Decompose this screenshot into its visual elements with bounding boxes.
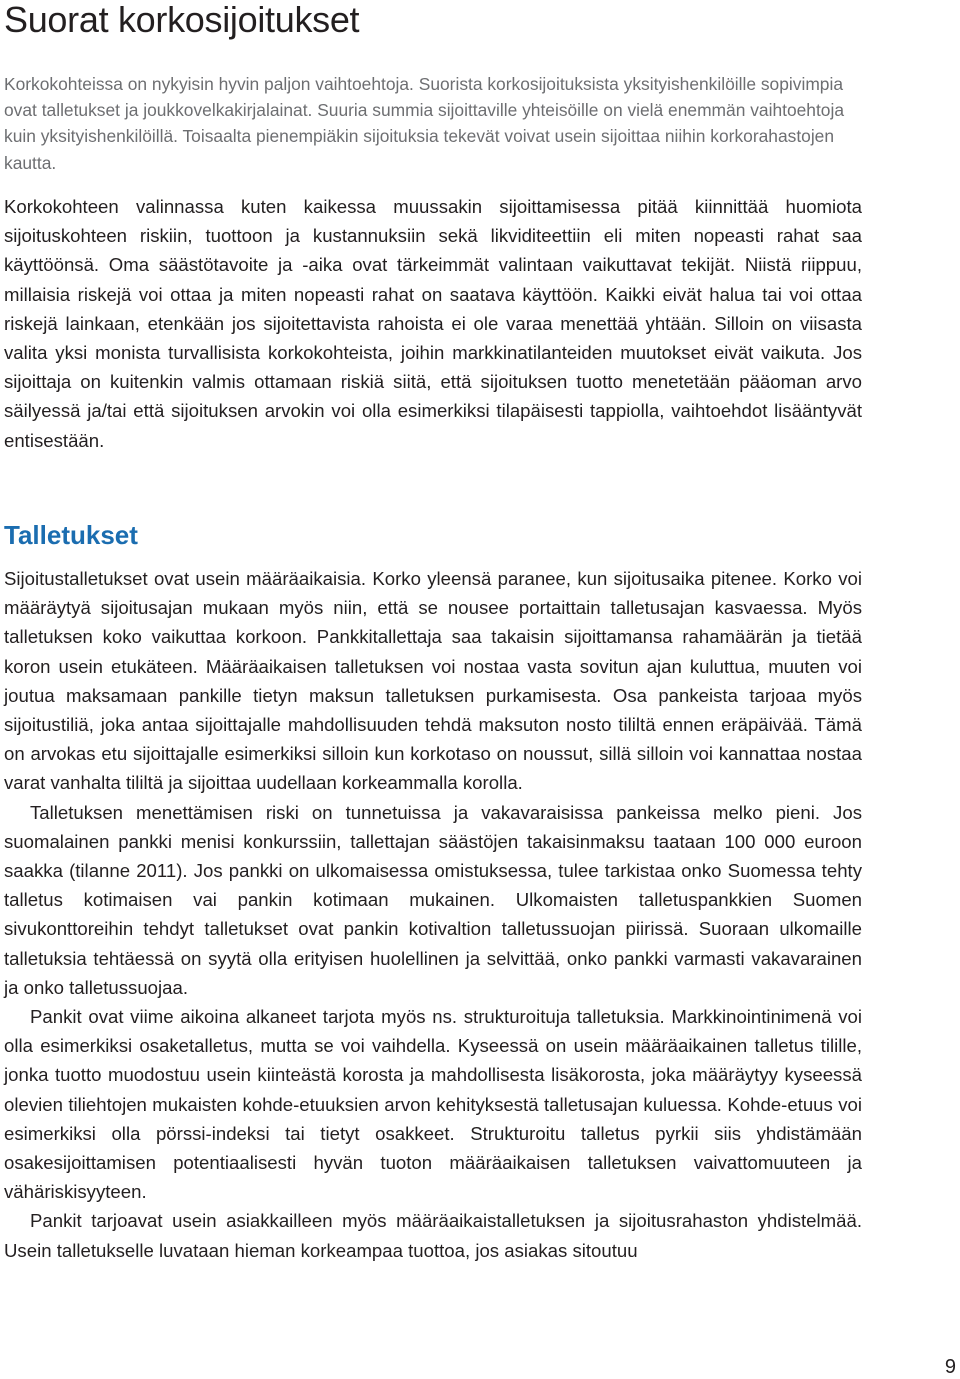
section-heading: Talletukset	[4, 520, 138, 550]
body-paragraph: Korkokohteen valinnassa kuten kaikessa muussakin sijoittamisessa pitää kiinnittää huomiota sijoituskohteen riskiin, tuottoon ja kustannuksiin sekä likviditeettiin eli miten nopeasti rahat saa käyttöönsä. Oma säästötavoite ja -aika ovat tärkeimmät valintaan vaikuttavat tekijät. Niistä riippuu, millaisia riskejä voi ottaa ja miten nopeasti rahat on saatava käyttöön. Kaikki eivät halua tai voi ottaa riskejä lainkaan, etenkään jos sijoitettavista rahoista ei ole varaa menettää yhtään. Silloin on viisasta valita yksi monista turvallisista korkokohteista, joihin markkinatilanteiden muutokset eivät vaikuta. Jos sijoittaja on kuitenkin valmis ottamaan riskiä siitä, että sijoituksen tuotto menetetään pääoman arvo säilyessä ja/tai että sijoituksen arvokin voi olla esimerkiksi tilapäisesti tappiolla, vaihtoehdot lisääntyvät entisestään.	[4, 196, 862, 451]
section-paragraph: Pankit ovat viime aikoina alkaneet tarjota myös ns. strukturoituja talletuksia. Markkinointinimenä voi olla esimerkiksi osaketalletus, mutta se voi vaihdella. Kyseessä on usein määräaikainen talletus tilille, jonka tuotto muodostuu usein kiinteästä korosta ja mahdollisesta lisäkorosta, joka määräytyy kyseessä olevien tiliehtojen mukaisten kohde-etuuksien arvon kehityksestä talletusajan kuluessa. Kohde-etuus voi esimerkiksi olla pörssi-indeksi tai tietyt osakkeet. Strukturoitu talletus pyrkii siis yhdistämään osakesijoittamisen potentiaalisesti hyvän tuoton määräaikaisen talletuksen vaivattomuuteen ja vähäriskisyyteen.	[4, 1006, 862, 1203]
section-paragraph: Sijoitustalletukset ovat usein määräaikaisia. Korko yleensä paranee, kun sijoitusaika pitenee. Korko voi määräytyä sijoitusajan mukaan myös niin, että se nousee portaittain talletusajan kasvaessa. Myös talletuksen koko vaikuttaa korkoon. Pankkitallettaja saa takaisin sijoittamansa rahamäärän ja tietää koron usein etukäteen. Määräaikaisen talletuksen voi nostaa vasta sovitun ajan kuluttua, muuten voi joutua maksamaan pankille tietyn maksun talletuksen purkamisesta. Osa pankeista tarjoaa myös sijoitustiliä, joka antaa sijoittajalle mahdollisuuden tehdä maksuton nosto tililtä ennen eräpäivää. Tämä on arvokas etu sijoittajalle esimerkiksi silloin kun korkotaso on noussut, sillä silloin voi kannattaa nostaa varat vanhalta tililtä ja sijoittaa uudellaan korkeammalla korolla.	[4, 568, 862, 794]
intro-paragraph: Korkokohteissa on nykyisin hyvin paljon vaihtoehtoja. Suorista korkosijoituksista yksityishenkilöille sopivimpia ovat talletukset ja joukkovelkakirjalainat. Suuria summia sijoittaville yhteisöille on vielä enemmän vaihtoehtoja kuin yksityishenkilöillä. Toisaalta pienempiäkin sijoituksia tekevät voivat usein sijoittaa niihin korkorahastojen kautta.	[4, 74, 845, 173]
page-number: 9	[944, 1356, 956, 1378]
page-title: Suorat korkosijoitukset	[4, 0, 360, 40]
intro-text	[4, 71, 860, 176]
section-body	[4, 564, 862, 1265]
section-paragraph: Pankit tarjoavat usein asiakkailleen myös määräaikaistalletuksen ja sijoitusrahaston yhdistelmää. Usein talletukselle luvataan hieman korkeampaa tuottoa, jos asiakas sitoutuu	[4, 1210, 862, 1261]
section-paragraph: Talletuksen menettämisen riski on tunnetuissa ja vakavaraisissa pankeissa melko pieni. Jos suomalainen pankki menisi konkurssiin, tallettajan säästöjen takaisinmaksu taataan 100 000 euroon saakka (tilanne 2011). Jos pankki on ulkomaisessa omistuksessa, tulee tarkistaa onko Suomessa tehty talletus kotimaisen vai pankin kotimaan mukainen. Ulkomaisten talletuspankkien Suomen sivukonttoreihin tehdyt talletukset ovat pankin kotivaltion talletussuojan piirissä. Suoraan ulkomaille talletuksia tehtäessä on syytä olla erityisen huolellinen ja selvittää, onko pankki varmasti vakavarainen ja onko talletussuojaa.	[4, 801, 862, 998]
body-text	[4, 192, 862, 455]
